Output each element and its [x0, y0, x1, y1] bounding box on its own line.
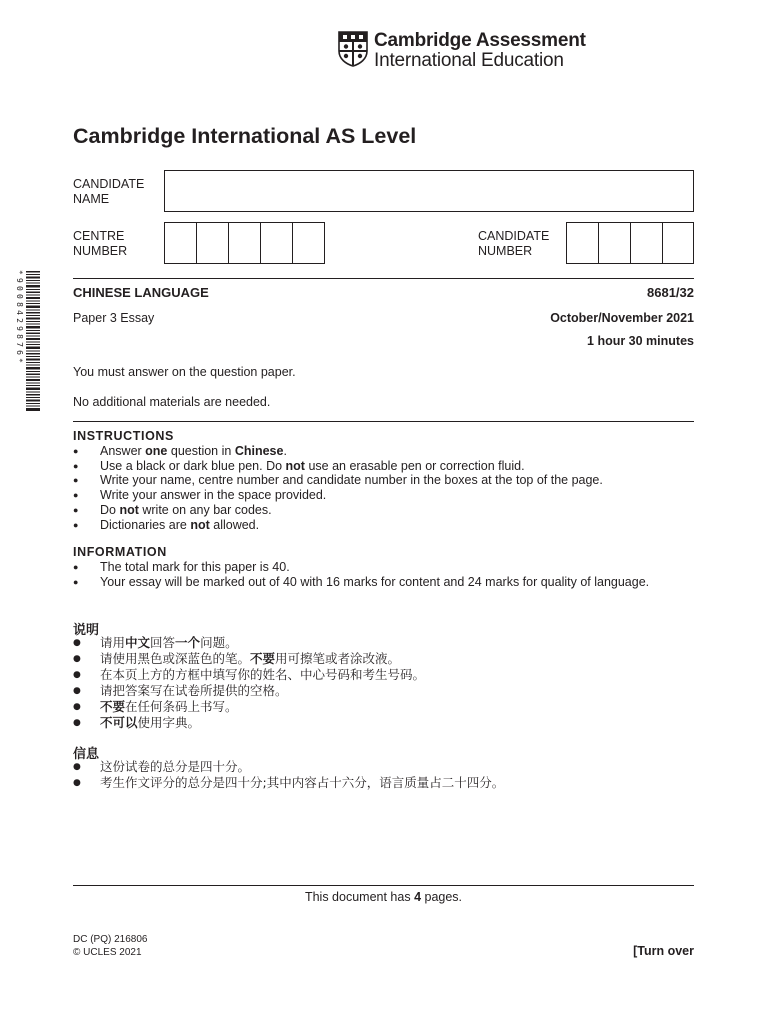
- divider: [73, 421, 694, 422]
- instructions-heading: INSTRUCTIONS: [73, 429, 174, 443]
- cambridge-shield-icon: [338, 31, 368, 67]
- candidate-number-label: CANDIDATE NUMBER: [478, 229, 550, 258]
- candidate-name-label: CANDIDATE NAME: [73, 177, 145, 206]
- list-item: ● 这份试卷的总分是四十分。: [73, 759, 504, 775]
- centre-number-boxes[interactable]: [164, 222, 325, 264]
- note-materials: No additional materials are needed.: [73, 395, 271, 409]
- paper-title: Paper 3 Essay: [73, 311, 155, 325]
- candidate-number-cell[interactable]: [567, 223, 599, 263]
- note-answer-on-paper: You must answer on the question paper.: [73, 365, 296, 379]
- divider: [73, 278, 694, 279]
- list-item: ● The total mark for this paper is 40.: [73, 560, 649, 575]
- list-item: ● 请使用黑色或深蓝色的笔。不要用可擦笔或者涂改液。: [73, 651, 425, 667]
- candidate-number-cell[interactable]: [663, 223, 693, 263]
- exam-session: October/November 2021: [550, 311, 694, 325]
- centre-number-cell[interactable]: [197, 223, 229, 263]
- logo-line-2: International Education: [374, 50, 564, 71]
- logo-line-1: Cambridge Assessment: [374, 30, 586, 51]
- barcode-digits: *9008429876*: [15, 270, 24, 367]
- centre-number-cell[interactable]: [229, 223, 261, 263]
- list-item: ● 不要在任何条码上书写。: [73, 699, 425, 715]
- list-item: ● Use a black or dark blue pen. Do not use an erasable pen or correction fluid.: [73, 459, 603, 474]
- list-item: ● Do not write on any bar codes.: [73, 503, 603, 518]
- list-item: ● Write your answer in the space provided.: [73, 488, 603, 503]
- exam-duration: 1 hour 30 minutes: [587, 334, 694, 348]
- information-heading: INFORMATION: [73, 545, 167, 559]
- candidate-name-box[interactable]: [164, 170, 694, 212]
- list-item: ● 在本页上方的方框中填写你的姓名、中心号码和考生号码。: [73, 667, 425, 683]
- list-item: ● Your essay will be marked out of 40 with 16 marks for content and 24 marks for quality of language.: [73, 575, 649, 590]
- list-item: ● 请用中文回答一个问题。: [73, 635, 425, 651]
- candidate-number-cell[interactable]: [599, 223, 631, 263]
- document-code: DC (PQ) 216806: [73, 934, 148, 945]
- copyright: © UCLES 2021: [73, 947, 142, 958]
- list-item: ● Answer one question in Chinese.: [73, 444, 603, 459]
- list-item: ● 请把答案写在试卷所提供的空格。: [73, 683, 425, 699]
- page-count-note: This document has 4 pages.: [304, 890, 463, 904]
- centre-number-label: CENTRE NUMBER: [73, 229, 128, 258]
- list-item: ● Dictionaries are not allowed.: [73, 518, 603, 533]
- centre-number-cell[interactable]: [261, 223, 293, 263]
- divider: [73, 885, 694, 886]
- turn-over-label: [Turn over: [633, 944, 694, 958]
- centre-number-cell[interactable]: [165, 223, 197, 263]
- qualification-title: Cambridge International AS Level: [73, 124, 417, 148]
- list-item: ● 不可以使用字典。: [73, 715, 425, 731]
- chinese-information-heading: 信息: [73, 746, 100, 761]
- information-list: [73, 560, 649, 589]
- barcode: [26, 271, 40, 411]
- candidate-number-cell[interactable]: [631, 223, 663, 263]
- instructions-list: [73, 444, 603, 532]
- chinese-information-list: [73, 759, 504, 791]
- subject-title: CHINESE LANGUAGE: [73, 285, 209, 300]
- candidate-number-boxes[interactable]: [566, 222, 694, 264]
- chinese-instructions-list: [73, 635, 425, 731]
- cambridge-logo: [338, 31, 586, 71]
- paper-code: 8681/32: [647, 285, 694, 300]
- centre-number-cell[interactable]: [293, 223, 324, 263]
- footer-info: [73, 933, 147, 959]
- list-item: ● Write your name, centre number and candidate number in the boxes at the top of the page.: [73, 473, 603, 488]
- chinese-instructions-heading: 说明: [73, 622, 100, 637]
- list-item: ● 考生作文评分的总分是四十分;其中内容占十六分，语言质量占二十四分。: [73, 775, 504, 791]
